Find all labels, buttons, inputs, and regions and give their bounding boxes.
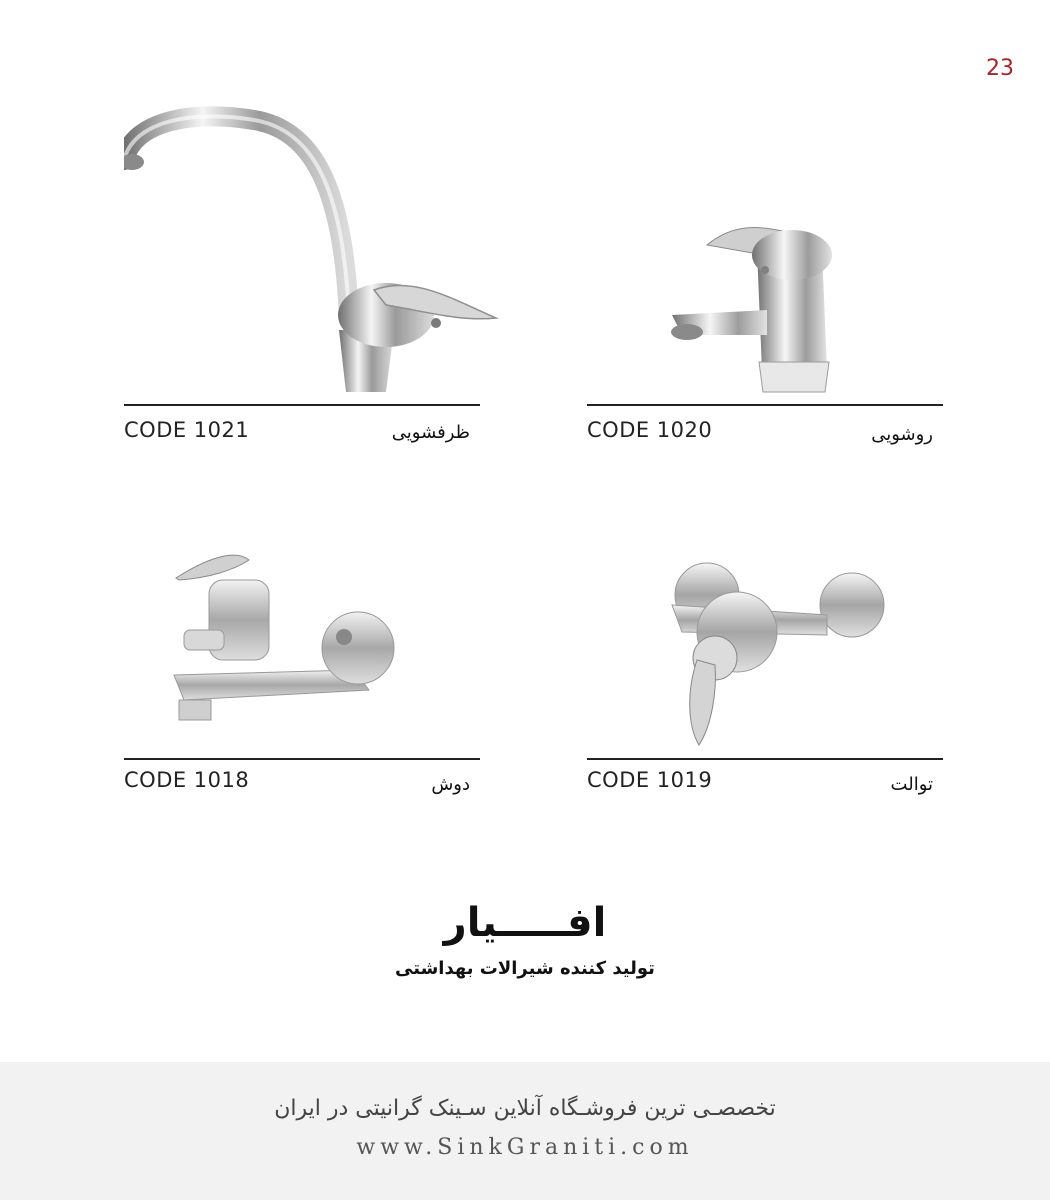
page-number: 23 (986, 56, 1014, 81)
product-card-shower-mixer (124, 540, 480, 810)
product-name: ظرفشویی (391, 422, 470, 443)
divider-line (587, 758, 943, 760)
footer-url[interactable]: www.SinkGraniti.com (356, 1135, 694, 1160)
product-code: CODE 1018 (124, 768, 250, 792)
footer-slogan: تخصصـی ترین فروشـگاه آنلاین سـینک گرانیتی در ایران (274, 1096, 776, 1121)
product-name: توالت (890, 774, 933, 795)
divider-line (587, 404, 943, 406)
basin-faucet-image (587, 100, 943, 400)
product-card-basin-faucet (587, 100, 943, 450)
product-card-toilet-faucet (587, 540, 943, 810)
footer (0, 1062, 1050, 1200)
brand-logo: افـــــیار (443, 900, 607, 946)
product-name: روشویی (871, 424, 933, 445)
brand-block (0, 900, 1050, 979)
product-code: CODE 1021 (124, 418, 250, 442)
divider-line (124, 758, 480, 760)
toilet-faucet-image (587, 540, 943, 755)
product-name: دوش (431, 774, 470, 795)
shower-mixer-image (124, 540, 480, 740)
product-card-kitchen-faucet (124, 100, 480, 450)
brand-tagline: تولید کننده شیرالات بهداشتی (395, 958, 655, 979)
product-code: CODE 1019 (587, 768, 713, 792)
divider-line (124, 404, 480, 406)
kitchen-faucet-image (124, 100, 480, 400)
product-code: CODE 1020 (587, 418, 713, 442)
